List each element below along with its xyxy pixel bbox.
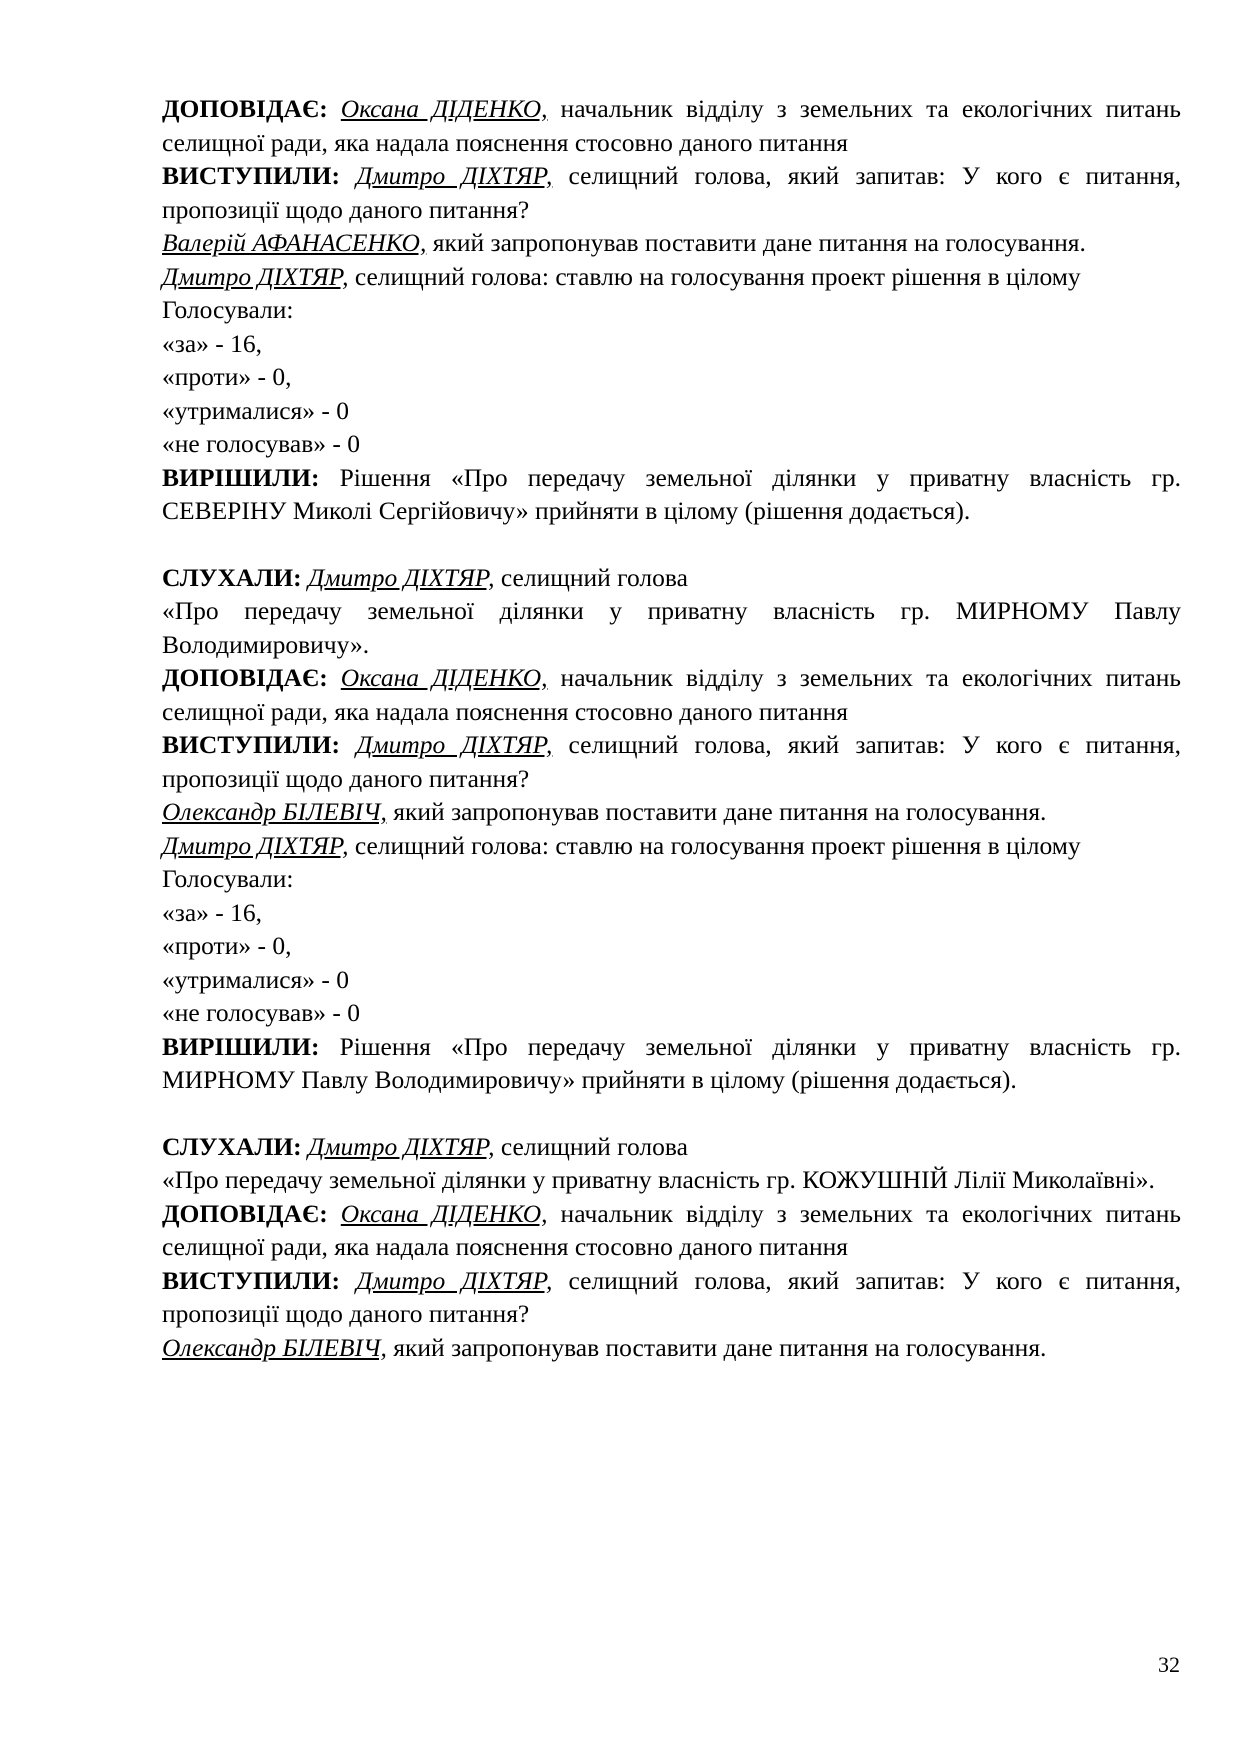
decision-paragraph (162, 1030, 1181, 1097)
reporter-paragraph (162, 1197, 1181, 1264)
section-gap (162, 528, 1181, 561)
chair-text: селищний голова: ставлю на голосування проект рішення в цілому (348, 261, 1081, 291)
proposer-name: Олександр БІЛЕВІЧ, (162, 797, 387, 826)
voted-label: Голосували: (162, 864, 294, 893)
proposal-text: який запропонував поставити дане питання на голосування. (386, 1332, 1047, 1362)
vote-not-voted: «не голосував» - 0 (162, 429, 360, 458)
topic-paragraph: «Про передачу земельної ділянки у приватну власність гр. КОЖУШНІЙ Лілії Миколаївні». (162, 1165, 1155, 1194)
chair-text: селищний голова: ставлю на голосування проект рішення в цілому (348, 830, 1081, 860)
vote-abstained: «утрималися» - 0 (162, 395, 350, 425)
heard-paragraph (162, 1130, 1181, 1164)
decision-text: Рішення «Про передачу земельної ділянки у приватну власність гр. СЕВЕРІНУ Миколі Сергійовичу» прийняти в цілому (рішення додається). (162, 462, 1181, 525)
decision-paragraph (162, 461, 1181, 528)
reporter-label: ДОПОВІДАЄ: (162, 1198, 328, 1228)
speaker-text: селищний голова, який запитав: У кого є питання, пропозиції щодо даного питання? (162, 730, 1182, 793)
heard-label: СЛУХАЛИ: (162, 562, 302, 592)
chair-paragraph (162, 829, 1181, 863)
reporter-name: Оксана ДІДЕНКО, (340, 663, 548, 692)
speaker-name: Дмитро ДІХТЯР, (356, 730, 553, 759)
vote-abstained: «утрималися» - 0 (162, 964, 350, 994)
chair-name: Дмитро ДІХТЯР, (162, 830, 349, 860)
reporter-paragraph (162, 92, 1181, 159)
voted-label: Голосували: (162, 295, 294, 324)
proposal-text: який запропонував поставити дане питання на голосування. (386, 797, 1047, 826)
heard-label: СЛУХАЛИ: (162, 1131, 302, 1161)
speaker-text: селищний голова, який запитав: У кого є питання, пропозиції щодо даного питання? (162, 161, 1182, 224)
vote-for: «за» - 16, (162, 328, 263, 358)
page-number: 32 (1158, 1652, 1180, 1677)
proposer-name: Олександр БІЛЕВІЧ, (162, 1332, 387, 1362)
chair-paragraph (162, 260, 1181, 294)
decision-text: Рішення «Про передачу земельної ділянки у приватну власність гр. МИРНОМУ Павлу Володимировичу» прийняти в цілому (рішення додається). (162, 1031, 1181, 1094)
chair-name: Дмитро ДІХТЯР, (162, 261, 349, 291)
reporter-label: ДОПОВІДАЄ: (162, 663, 328, 692)
decided-label: ВИРІШИЛИ: (162, 1031, 320, 1061)
vote-against: «проти» - 0, (162, 362, 292, 391)
heard-paragraph (162, 561, 1181, 595)
speakers-paragraph (162, 1264, 1181, 1331)
reporter-paragraph (162, 661, 1181, 728)
proposer-name: Валерій АФАНАСЕНКО, (162, 228, 427, 257)
reporter-text: начальник відділу з земельних та екологічних питань селищної ради, яка надала пояснення стосовно даного питання (162, 663, 1182, 726)
heard-text: селищний голова (494, 562, 688, 592)
document-page (162, 92, 1181, 1364)
vote-for: «за» - 16, (162, 897, 263, 927)
speaker-name: Дмитро ДІХТЯР, (356, 161, 553, 190)
reporter-text: начальник відділу з земельних та екологічних питань селищної ради, яка надала пояснення стосовно даного питання (162, 1198, 1182, 1261)
speakers-paragraph (162, 159, 1181, 226)
reporter-name: Оксана ДІДЕНКО, (340, 1198, 548, 1228)
speakers-paragraph (162, 728, 1181, 795)
speaker-text: селищний голова, який запитав: У кого є питання, пропозиції щодо даного питання? (162, 1265, 1182, 1328)
reporter-text: начальник відділу з земельних та екологічних питань селищної ради, яка надала пояснення стосовно даного питання (162, 94, 1182, 157)
proposal-paragraph (162, 226, 1181, 260)
topic-paragraph: «Про передачу земельної ділянки у приватну власність гр. МИРНОМУ Павлу Володимировичу». (162, 596, 1181, 659)
heard-text: селищний голова (494, 1131, 688, 1161)
reporter-name: Оксана ДІДЕНКО, (340, 94, 548, 123)
heard-name: Дмитро ДІХТЯР, (308, 1131, 495, 1161)
vote-not-voted: «не голосував» - 0 (162, 998, 360, 1027)
section-gap (162, 1097, 1181, 1130)
speaker-name: Дмитро ДІХТЯР, (356, 1265, 553, 1295)
decided-label: ВИРІШИЛИ: (162, 462, 320, 492)
speakers-label: ВИСТУПИЛИ: (162, 1265, 340, 1295)
proposal-paragraph (162, 795, 1181, 829)
vote-against: «проти» - 0, (162, 931, 292, 960)
speakers-label: ВИСТУПИЛИ: (162, 161, 340, 190)
speakers-label: ВИСТУПИЛИ: (162, 730, 340, 759)
proposal-text: який запропонував поставити дане питання на голосування. (426, 228, 1086, 257)
heard-name: Дмитро ДІХТЯР, (308, 562, 495, 592)
reporter-label: ДОПОВІДАЄ: (162, 94, 328, 123)
proposal-paragraph (162, 1331, 1181, 1365)
